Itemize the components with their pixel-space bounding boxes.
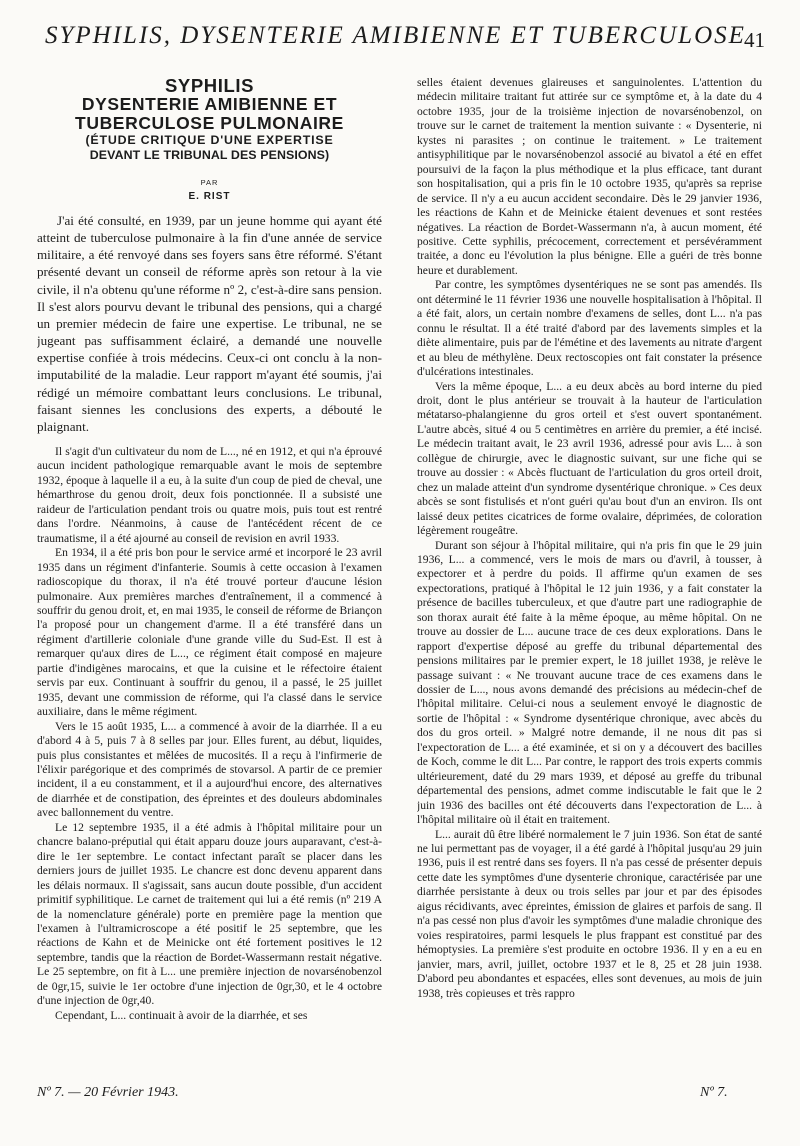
body-paragraph: Le 12 septembre 1935, il a été admis à l'hôpital militaire pour un chancre balano-préputial qui était apparu douze jours auparavant, c'est-à-dire le 1er septembre. Le contact infectant paraît se placer dans les derniers jours de juillet 1935. Le chancre est donc devenu apparent dans les délais normaux. Il s'agissait, sans aucun doute possible, d'un accident primitif syphilitique. Le carnet de traitement qui lui a été remis (nº 219 A de la nomenclature générale) porte en première page la mention que l'examen à l'ultramicroscope a été positif le 25 septembre, que les réactions de Kahn et de Meinicke ont été fortement positives le 12 septembre, tandis que la réaction de Bordet-Wassermann restait négative. Le 25 septembre, on fit à L... une première injection de novarsénobenzol de 0gr,15, suivie le 1er octobre d'une injection de 0gr,30, et le 4 octobre d'une injection de 0gr,40.: [37, 820, 382, 1008]
by-label: PAR: [200, 178, 219, 187]
issue-footer: Nº 7. — 20 Février 1943.: [37, 1085, 179, 1100]
left-column: [37, 76, 382, 1076]
body-paragraph: Il s'agit d'un cultivateur du nom de L..., né en 1912, et qui n'a éprouvé aucun incident pathologique remarquable avant le mois de septembre 1932, époque à laquelle il a eu, à la suite d'un coup de pied de cheval, une hémarthrose du genou droit, deux fois ponctionnée. Il a subsisté une raideur de l'articulation pendant trois ou quatre mois, puis tout est rentré dans l'ordre. Néanmoins, à cause de l'antécédent récent de ce traumatisme, il a été ajourné au conseil de revision en avril 1933.: [37, 445, 382, 545]
author-name: E. RIST: [188, 191, 231, 202]
article-heading: [37, 76, 382, 202]
body-paragraph: En 1934, il a été pris bon pour le service armé et incorporé le 23 avril 1935 dans un régiment d'infanterie. Soumis à cette occasion à l'examen radioscopique du thorax, il n'a été trouvé porteur d'aucune lésion pulmonaire. Aux premières marches d'entraînement, il a commencé à souffrir du genou droit, et, en mai 1935, le conseil de réforme de Briançon l'a proposé pour un changement d'arme. Il a été transféré dans un régiment d'artillerie coloniale d'une grande ville du Sud-Est. Il est à remarquer qu'aux dires de L..., ce régiment était composé en majeure partie d'indigènes marocains, et que la cuisine et le réfectoire étaient servis par eux. Continuant à souffrir du genou, il a passé, le 25 juillet 1935, devant une commission de réforme, qui l'a classé dans le service auxiliaire, dans le même régiment.: [37, 546, 382, 719]
body-paragraph: Par contre, les symptômes dysentériques ne se sont pas amendés. Ils ont déterminé le 11 février 1936 une nouvelle hospitalisation à l'hôpital. Il a été fait, alors, un certain nombre d'examens de selles, dont L... n'a pas connu le résultat. Il a été traité d'abord par des lavements simples et la diète alimentaire, puis par de l'émétine et des lavements au nitrate d'argent et au bleu de méthylène. Deux rectoscopies ont fait constater la présence d'ulcérations intestinales.: [417, 278, 762, 379]
body-paragraph: Vers le 15 août 1935, L... a commencé à avoir de la diarrhée. Il a eu d'abord 4 à 5, puis 7 à 8 selles par jour. Elles furent, au début, liquides, puis plus consistantes et mêlées de mucosités. Il a reçu à l'infirmerie de l'élixir parégorique et des comprimés de stovarsol. A partir de ce premier incident, il a eu constamment, et il a aujourd'hui encore, des alternatives de diarrhée et de constipation, des épreintes et des douleurs abdominales avec ballonnement du ventre.: [37, 719, 382, 820]
body-paragraph: L... aurait dû être libéré normalement le 7 juin 1936. Son état de santé ne lui permettant pas de voyager, il a été gardé à l'hôpital jusqu'au 29 juin 1936, puis il est rentré dans ses foyers. Il n'a pas cessé de présenter depuis cette date les symptômes d'une dysenterie chronique, caractérisée par une diarrhée persistante à deux ou trois selles par jour et par des épisodes aigus récidivants, avec épreintes, émission de glaires et parfois de sang. Il n'a pas cessé non plus d'avoir les symptômes d'une maladie chronique des voies respiratoires, parmi lesquels le plus frappant est constitué par des hémoptysies. La première s'est produite en octobre 1936. Il y en a eu en janvier, mars, avril, juillet, octobre 1937 et le 8, 25 et 28 juin 1938. D'abord peu abondantes et espacées, elles sont devenues, au mois de juin 1938, très copieuses et très rappro: [417, 827, 762, 1000]
body-paragraph: selles étaient devenues glaireuses et sanguinolentes. L'attention du médecin militaire traitant fut attirée sur ce symptôme et, à la date du 4 octobre 1935, jour de la troisième injection de novarsénobenzol, on trouve sur le carnet de traitement la mention suivante : « Dysenterie, ni kystes ni parasites ; on continue le traitement. » Le traitement antisyphilitique par le novarsénobenzol associé au bivatol a été en effet poursuivi de la façon la plus méthodique et la plus efficace, tant durant son hospitalisation, qui a pris fin le 10 octobre 1935, qu'après sa reprise de service. Il n'y a eu aucun accident secondaire. Dès le 29 janvier 1936, les réactions de Kahn et de Meinicke étaient devenues et sont restées négatives. La réaction de Bordet-Wassermann n'a, à aucun moment, été positive. Cette syphilis, précocement, correctement et persévéramment traitée, a donc eu l'évolution la plus bénigne. Elle a guéri de très bonne heure et durablement.: [417, 76, 762, 277]
body-paragraph: Cependant, L... continuait à avoir de la diarrhée, et ses: [55, 1008, 308, 1022]
running-title: SYPHILIS, DYSENTERIE AMIBIENNE ET TUBERCULOSE: [45, 22, 746, 49]
introduction: [37, 212, 382, 435]
article-title-line: DYSENTERIE AMIBIENNE ET: [81, 94, 338, 114]
article-title-line: TUBERCULOSE PULMONAIRE: [75, 113, 344, 133]
intro-paragraph: J'ai été consulté, en 1939, par un jeune homme qui ayant été atteint de tuberculose pulmonaire à la fin d'une année de service militaire, a été renvoyé dans ses foyers sans être réformé. S'étant présenté devant un conseil de réforme après son retour à la vie civile, il n'a obtenu qu'une réforme nº 2, c'est-à-dire sans pension. Il s'est alors pourvu devant le tribunal des pensions, qui a chargé un premier médecin de faire une expertise. Le tribunal, ne se jugeant pas suffisamment éclairé, a demandé une nouvelle expertise confiée à trois médecins. Ceux-ci ont conclu à la non-imputabilité de la maladie. Leur rapport m'ayant été soumis, j'ai rédigé un mémoire combattant leurs conclusions. Le tribunal, faisant siennes les conclusions des experts, a débouté le plaignant.: [37, 213, 382, 434]
running-header: [45, 20, 765, 60]
issue-number-footer: Nº 7.: [700, 1085, 728, 1100]
page-number: 41: [744, 28, 765, 52]
body-paragraph: Vers la même époque, L... a eu deux abcès au bord interne du pied droit, dont le plus antérieur se trouvait à la hauteur de l'articulation métatarso-phalangienne du gros orteil et s'est ouvert spontanément. L'autre abcès, situé 4 ou 5 centimètres en arrière du premier, a été incisé. Le médecin traitant avait, le 23 avril 1936, adressé pour avis L... à son collègue de chirurgie, avec le diagnostic suivant, sur une fiche qui se trouve au dossier : « Abcès fluctuant de l'articulation du gros orteil droit, chez un malade atteint d'un syndrome dysentérique chronique. » Ces deux abcès se sont fistulisés et n'ont guéri qu'au bout d'un an environ. Ils ont laissé deux petites cicatrices de forme ovalaire, déprimées, de coloration légèrement rougeâtre.: [417, 379, 762, 538]
body-paragraph: Durant son séjour à l'hôpital militaire, qui n'a pris fin que le 29 juin 1936, L... a commencé, vers le mois de mars ou d'avril, à tousser, à expectorer et à perdre du poids. Il affirme qu'un examen de ses expectorations, pratiqué à l'hôpital le 12 juin 1936, y a fait constater la présence de bacilles tuberculeux, et que d'autre part une radiographie de son thorax aurait été faite à la même époque, au même hôpital. On ne trouve au dossier de L... aucune trace de ces deux explorations. Dans le rapport d'expertise déposé au greffe du tribunal départemental des pensions militaires par le premier expert, le 18 juillet 1938, je relève le passage suivant : « Ne trouvant aucune trace de ces examens dans le dossier de L..., nous avons demandé des précisions au médecin-chef de l'hôpital militaire. Celui-ci nous a seulement envoyé le diagnostic de sortie de l'hôpital : « Syndrome dysentérique chronique, avec abcès du dos du gros orteil. » Malgré notre demande, il ne nous dit pas si l'expectoration de L... a été examinée, et si on y a découvert des bacilles de Koch, comme le dit L... Par contre, le rapport des trois experts commis ultérieurement, daté du 29 mars 1939, et déposé au greffe du tribunal départemental des pensions, admet comme indiscutable le fait que le 2 juin 1936 des bacilles ont été découverts dans l'expectoration de L... à l'hôpital militaire où il était en traitement.: [417, 538, 762, 827]
article-subtitle-line: DEVANT LE TRIBUNAL DES PENSIONS): [89, 148, 330, 162]
article-subtitle-line: (ÉTUDE CRITIQUE D'UNE EXPERTISE: [85, 133, 334, 147]
right-column: [417, 76, 762, 1076]
left-body-text: [37, 445, 382, 1023]
article-title-line: SYPHILIS: [164, 76, 255, 96]
